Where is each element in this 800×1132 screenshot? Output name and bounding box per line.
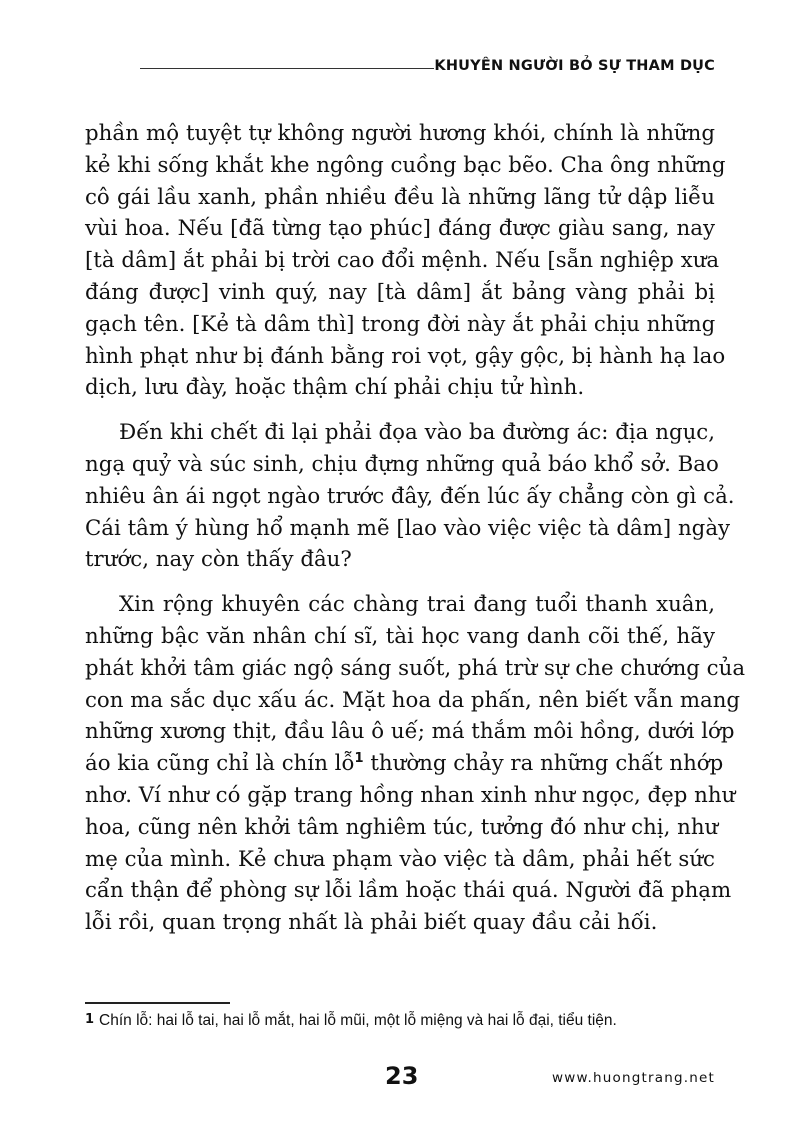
text-segment: thường chảy ra những chất nhớp (363, 751, 724, 777)
text-line: phần mộ tuyệt tự không người hương khói, chính là những (85, 121, 715, 146)
text-line: vùi hoa. Nếu [đã từng tạo phúc] đáng được giàu sang, nay (85, 216, 715, 242)
website-url: www.huongtrang.net (552, 1070, 715, 1086)
footnote-text: Chín lỗ: hai lỗ tai, hai lỗ mắt, hai lỗ mũi, một lỗ miệng và hai lỗ đại, tiểu tiện. (99, 1012, 617, 1029)
text-line: Xin rộng khuyên các chàng trai đang tuổi thanh xuân, (119, 592, 715, 618)
footnote-marker[interactable]: 1 (354, 751, 364, 767)
text-line: hình phạt như bị đánh bằng roi vọt, gậy gộc, bị hành hạ lao (85, 343, 726, 369)
footnote (85, 1012, 617, 1030)
text-line: nhiêu ân ái ngọt ngào trước đây, đến lúc ấy chẳng còn gì cả. (85, 483, 735, 509)
text-line: lỗi rồi, quan trọng nhất là phải biết quay đầu cải hối. (85, 910, 658, 936)
text-line-with-footnote (85, 748, 724, 780)
text-line: cẩn thận để phòng sự lỗi lầm hoặc thái quá. Người đã phạm (85, 878, 732, 904)
text-line: Cái tâm ý hùng hổ mạnh mẽ [lao vào việc việc tà dâm] ngày (85, 515, 731, 541)
text-line: mẹ của mình. Kẻ chưa phạm vào việc tà dâm, phải hết sức (85, 846, 715, 872)
text-line: ngạ quỷ và súc sinh, chịu đựng những quả báo khổ sở. Bao (85, 451, 719, 477)
footnote-rule (85, 1002, 230, 1004)
text-line: con ma sắc dục xấu ác. Mặt hoa da phấn, nên biết vẫn mang (85, 687, 741, 713)
text-line: gạch tên. [Kẻ tà dâm thì] trong đời này ắt phải chịu những (85, 311, 716, 337)
text-line: Đến khi chết đi lại phải đọa vào ba đường ác: địa ngục, (119, 420, 715, 446)
text-line: nhơ. Ví như có gặp trang hồng nhan xinh như ngọc, đẹp như (85, 782, 736, 808)
text-line: những bậc văn nhân chí sĩ, tài học vang danh cõi thế, hãy (85, 623, 715, 649)
text-segment: áo kia cũng chỉ là chín lỗ (85, 751, 355, 777)
text-line: hoa, cũng nên khởi tâm nghiêm túc, tưởng đó như chị, như (85, 814, 719, 840)
text-line: dịch, lưu đày, hoặc thậm chí phải chịu tử hình. (85, 375, 585, 401)
running-header (140, 50, 715, 74)
page-number: 23 (385, 1062, 419, 1090)
text-line: cô gái lầu xanh, phần nhiều đều là những lãng tử dập liễu (85, 184, 715, 210)
paragraph-1 (85, 118, 726, 404)
header-title: KHUYÊN NGƯỜI BỎ SỰ THAM DỤC (434, 58, 715, 74)
text-line: kẻ khi sống khắt khe ngông cuồng bạc bẽo. Cha ông những (85, 152, 726, 178)
paragraph-3 (85, 589, 746, 939)
text-line: những xương thịt, đầu lâu ô uế; má thắm môi hồng, dưới lớp (85, 719, 735, 745)
text-line: trước, nay còn thấy đâu? (85, 547, 352, 573)
text-line: đáng được] vinh quý, nay [tà dâm] ắt bảng vàng phải bị (85, 279, 715, 305)
header-rule (140, 68, 434, 69)
paragraph-2 (85, 417, 735, 576)
text-line: phát khởi tâm giác ngộ sáng suốt, phá trừ sự che chướng của (85, 655, 746, 681)
text-line: [tà dâm] ắt phải bị trời cao đổi mệnh. Nếu [sẵn nghiệp xưa (85, 248, 720, 274)
body-text (85, 118, 746, 952)
footnote-number: 1 (85, 1012, 95, 1027)
